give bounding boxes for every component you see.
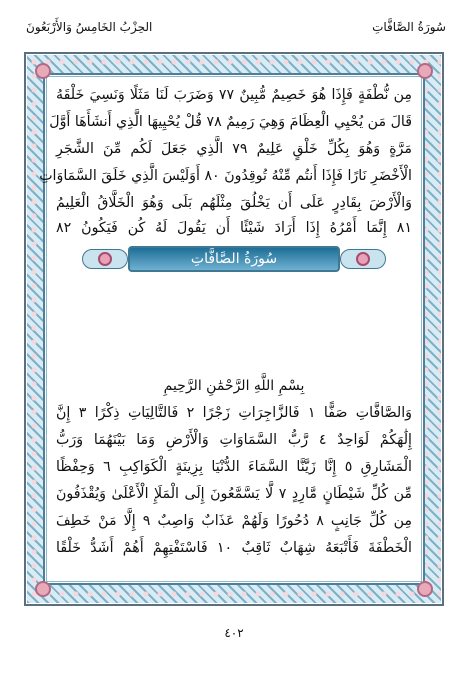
corner-ornament-bottom-left bbox=[35, 581, 51, 597]
verse-line: ٨١ إِنَّمَا أَمْرُهُ إِذَا أَرَادَ شَيْئًا أَن يَقُولَ لَهُ كُن فَيَكُونُ ٨٢ bbox=[56, 220, 412, 236]
verse-line: وَالْأَرْضَ بِقَادِرٍ عَلَى أَن يَخْلُقَ مِثْلَهُم بَلَى وَهُوَ الْخَلَّاقُ الْعَلِيمُ bbox=[56, 195, 412, 211]
surah-name-header: سُورَةُ الصَّافَّاتِ bbox=[372, 20, 446, 34]
verse-line: مِن كُلِّ جَانِبٍ ٨ دُحُورًا وَلَهُمْ عَذَابٌ وَاصِبٌ ٩ إِلَّا مَنْ خَطِفَ bbox=[56, 513, 412, 529]
verse-line: مِن نُّطْفَةٍ فَإِذَا هُوَ خَصِيمٌ مُّبِينٌ ٧٧ وَضَرَبَ لَنَا مَثَلًا وَنَسِيَ خَلْقَهُ bbox=[56, 87, 413, 103]
corner-ornament-top-right bbox=[417, 63, 433, 79]
page-number: ٤٠٢ bbox=[224, 626, 244, 640]
banner-flower-left-icon bbox=[98, 252, 112, 266]
banner-flower-right-icon bbox=[356, 252, 370, 266]
juz-label-header: الحِزْبُ الخَامِسُ وَالأَرْبَعُونَ bbox=[26, 20, 153, 34]
surah-title-text: سُورَةُ الصَّافَّاتِ bbox=[190, 251, 278, 267]
corner-ornament-top-left bbox=[35, 63, 51, 79]
verse-line: قَالَ مَن يُحْيِي الْعِظَامَ وَهِيَ رَمِيمٌ ٧٨ قُلْ يُحْيِيهَا الَّذِي أَنشَأَهَا أَوَّلَ bbox=[49, 114, 412, 130]
verse-line: وَالصَّافَّاتِ صَفًّا ١ فَالزَّاجِرَاتِ زَجْرًا ٢ فَالتَّالِيَاتِ ذِكْرًا ٣ إِنَّ bbox=[56, 405, 412, 421]
verse-line: مَرَّةٍ وَهُوَ بِكُلِّ خَلْقٍ عَلِيمٌ ٧٩ الَّذِي جَعَلَ لَكُم مِّنَ الشَّجَرِ bbox=[56, 141, 412, 157]
verse-line: مِّن كُلِّ شَيْطَانٍ مَّارِدٍ ٧ لَّا يَسَّمَّعُونَ إِلَى الْمَلَإِ الْأَعْلَىٰ وَيُقْذَفُونَ bbox=[56, 486, 413, 502]
verse-line: الْمَشَارِقِ ٥ إِنَّا زَيَّنَّا السَّمَاءَ الدُّنْيَا بِزِينَةٍ الْكَوَاكِبِ ٦ وَحِفْظًا bbox=[56, 459, 412, 475]
verse-line: إِلَٰهَكُمْ لَوَاحِدٌ ٤ رَّبُّ السَّمَاوَاتِ وَالْأَرْضِ وَمَا بَيْنَهُمَا وَرَبُّ bbox=[56, 432, 412, 448]
corner-ornament-bottom-right bbox=[417, 581, 433, 597]
verse-line: الْأَخْضَرِ نَارًا فَإِذَا أَنتُم مِّنْهُ تُوقِدُونَ ٨٠ أَوَلَيْسَ الَّذِي خَلَقَ السَّمَاوَاتِ bbox=[39, 168, 412, 184]
verse-line: الْخَطْفَةَ فَأَتْبَعَهُ شِهَابٌ ثَاقِبٌ ١٠ فَاسْتَفْتِهِمْ أَهُمْ أَشَدُّ خَلْقًا bbox=[56, 540, 412, 556]
basmala: بِسْمِ اللَّهِ الرَّحْمَٰنِ الرَّحِيمِ bbox=[163, 378, 305, 394]
